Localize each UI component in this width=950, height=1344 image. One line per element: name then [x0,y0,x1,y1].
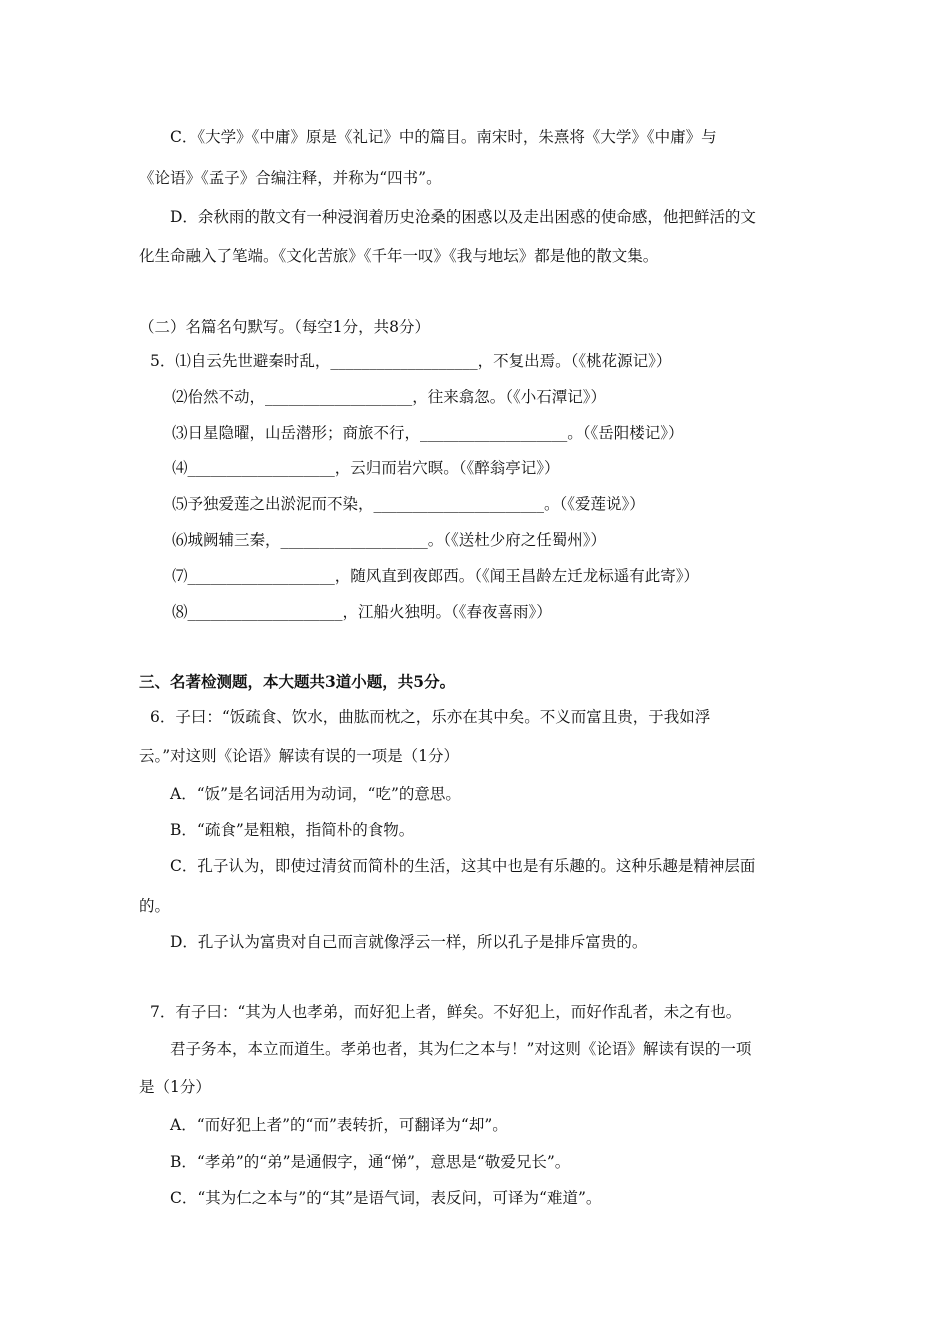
q6-option-c-line1: C．孔子认为，即使过清贫而简朴的生活，这其中也是有乐趣的。这种乐趣是精神层面 [170,857,756,875]
q5-item-7: ⑺___________________，随风直到夜郎西。（《闻王昌龄左迁龙标遥有此寄》） [172,567,700,585]
q7-option-b: B．“孝弟”的“弟”是通假字，通“悌”，意思是“敬爱兄长”。 [170,1153,571,1171]
q7-option-c: C．“其为仁之本与”的“其”是语气词，表反问，可译为“难道”。 [170,1189,602,1207]
q6-option-c-line2: 的。 [139,897,171,915]
q4-option-c-line2: 《论语》《孟子》合编注释，并称为“四书”。 [139,169,442,187]
q6-option-a: A．“饭”是名词活用为动词，“吃”的意思。 [170,785,461,803]
q6-option-d: D．孔子认为富贵对自己而言就像浮云一样，所以孔子是排斥富贵的。 [170,933,648,951]
q7-stem-line2: 君子务本，本立而道生。孝弟也者，其为仁之本与！”对这则《论语》解读有误的一项 [170,1040,752,1058]
q6-stem-line2: 云。”对这则《论语》解读有误的一项是（1分） [139,747,460,765]
q4-option-d-line1: D．余秋雨的散文有一种浸润着历史沧桑的困惑以及走出困惑的使命感，他把鲜活的文 [170,208,756,226]
q4-option-d-line2: 化生命融入了笔端。《文化苦旅》《千年一叹》《我与地坛》都是他的散文集。 [139,247,659,265]
q5-item-3: ⑶日星隐曜，山岳潜形；商旅不行，___________________。（《岳阳楼记》） [172,424,684,442]
q5-item-4: ⑷___________________，云归而岩穴暝。（《醉翁亭记》） [172,459,560,477]
q6-stem-line1: 6．子曰：“饭疏食、饮水，曲肱而枕之，乐亦在其中矣。不义而富且贵，于我如浮 [150,708,711,726]
q7-option-a: A．“而好犯上者”的“而”表转折，可翻译为“却”。 [170,1116,508,1134]
q7-stem-line1: 7．有子曰：“其为人也孝弟，而好犯上者，鲜矣。不好犯上，而好作乱者，未之有也。 [150,1003,742,1021]
q4-option-c-line1: C．《大学》《中庸》原是《礼记》中的篇目。南宋时，朱熹将《大学》《中庸》与 [170,128,717,146]
q6-option-b: B．“疏食”是粗粮，指简朴的食物。 [170,821,415,839]
section-2-heading: （二）名篇名句默写。（每空1分，共8分） [139,318,430,336]
q5-item-6: ⑹城阙辅三秦，___________________。（《送杜少府之任蜀州》） [172,531,607,549]
q5-item-5: ⑸予独爱莲之出淤泥而不染，______________________。（《爱莲说》） [172,495,645,513]
section-3-heading: 三、名著检测题，本大题共3道小题，共5分。 [139,672,456,691]
q5-item-1: 5．⑴自云先世避秦时乱，___________________，不复出焉。（《桃花源记》） [150,352,672,370]
q5-item-8: ⑻____________________，江船火独明。（《春夜喜雨》） [172,603,552,621]
q7-stem-line3: 是（1分） [139,1078,211,1096]
q5-item-2: ⑵佁然不动，___________________，往来翕忽。（《小石潭记》） [172,388,607,406]
